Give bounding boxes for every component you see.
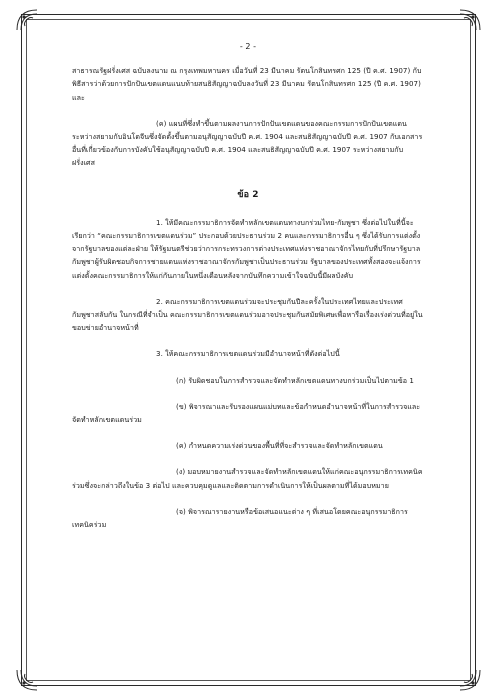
ornamental-corner-icon xyxy=(458,8,482,32)
page-number: - 2 - xyxy=(239,42,257,51)
list-item-e: (จ) พิจารณารายงานหรือข้อเสนอแนะต่าง ๆ ที่เสนอโดยคณะอนุกรรมาธิการเทคนิคร่วม xyxy=(72,506,408,530)
paragraph-item-c: (ค) แผนที่ซึ่งทำขึ้นตามผลงานการปักปันเขตแดนของคณะกรรมการปักปันเขตแดนระหว่างสยามกับอินโดจีนซึ่งจัดตั้งขึ้นตามอนุสัญญาฉบับปี ค.ศ. 1904 และสนธิสัญญาฉบับปี ค.ศ. 1907 กับเอกสารอื่นที่เกี่ยวข้องกับการบังคับใช้อนุสัญญาฉบับปี ค.ศ. 1904 และสนธิสัญญาฉบับปี ค.ศ. 1907 ระหว่างสยามกับฝรั่งเศส xyxy=(72,118,423,168)
paragraph-clause-3: 3. ให้คณะกรรมาธิการเขตแดนร่วมมีอำนาจหน้าที่ดังต่อไปนี้ xyxy=(156,349,340,359)
list-item-a: (ก) รับผิดชอบในการสำรวจและจัดทำหลักเขตแดนทางบกร่วมเป็นไปตามข้อ 1 xyxy=(176,375,414,385)
paragraph-continuation: สาธารณรัฐฝรั่งเศส ฉบับลงนาม ณ กรุงเทพมหานคร เมื่อวันที่ 23 มีนาคม รัตนโกสินทรศก 125 (ปี ค.ศ. 1907) กับพิธีสารว่าด้วยการปักปันเขตแดนแนบท้ายสนธิสัญญาฉบับลงวันที่ 23 มีนาคม รัตนโกสินทรศก 125 (ปี ค.ศ. 1907) และ xyxy=(72,66,422,102)
ornamental-corner-icon xyxy=(15,668,39,692)
ornamental-corner-icon xyxy=(15,8,39,32)
ornamental-corner-icon xyxy=(458,668,482,692)
list-item-d: (ง) มอบหมายงานสำรวจและจัดทำหลักเขตแดนให้แก่คณะอนุกรรมาธิการเทคนิคร่วมซึ่งจะกล่าวถึงในข้อ 3 ต่อไป และควบคุมดูแลและติดตามการดำเนินการให้เป็นผลตามที่ได้มอบหมาย xyxy=(72,467,423,490)
paragraph-clause-1: 1. ให้มีคณะกรรมาธิการจัดทำหลักเขตแดนทางบกร่วมไทย-กัมพูชา ซึ่งต่อไปในที่นี้จะเรียกว่า “คณะกรรมาธิการเขตแดนร่วม” ประกอบด้วยประธานร่วม 2 คนและกรรมาธิการอื่น ๆ ซึ่งได้รับการแต่งตั้งจากรัฐบาลของแต่ละฝ่าย ให้รัฐมนตรีช่วยว่าการกระทรวงการต่างประเทศแห่งราชอาณาจักรไทยกับที่ปรึกษารัฐบาลกัมพูชาผู้รับผิดชอบกิจการชายแดนแห่งราชอาณาจักรกัมพูชาเป็นประธานร่วม รัฐบาลของประเทศทั้งสองจะแจ้งการแต่งตั้งคณะกรรมาธิการให้แก่กันภายในหนึ่งเดือนหลังจากบันทึกความเข้าใจฉบับนี้มีผลบังคับ xyxy=(72,217,421,280)
list-item-c: (ค) กำหนดความเร่งด่วนของพื้นที่ที่จะสำรวจและจัดทำหลักเขตแดน xyxy=(176,441,383,451)
list-item-b: (ข) พิจารณาและรับรองแผนแม่บทและข้อกำหนดอำนาจหน้าที่ในการสำรวจและจัดทำหลักเขตแดนร่วม xyxy=(72,401,421,425)
article-heading: ข้อ 2 xyxy=(237,189,259,200)
document-body xyxy=(72,40,424,531)
paragraph-clause-2: 2. คณะกรรมาธิการเขตแดนร่วมจะประชุมกันปีละครั้งในประเทศไทยและประเทศกัมพูชาสลับกัน ในกรณีที่จำเป็น คณะกรรมาธิการเขตแดนร่วมอาจประชุมกันสมัยพิเศษเพื่อหารือเรื่องเร่งด่วนที่อยู่ในขอบข่ายอำนาจหน้าที่ xyxy=(72,296,423,333)
